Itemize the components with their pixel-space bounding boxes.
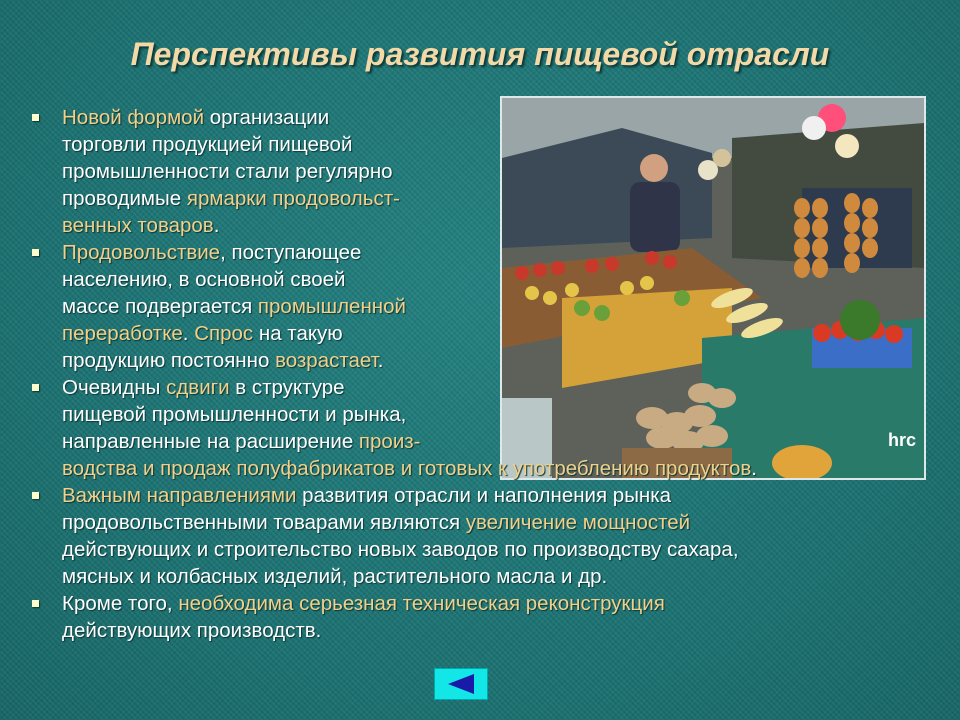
body-text: организации	[204, 106, 330, 129]
body-text: направленные на расширение	[62, 430, 359, 453]
body-text: проводимые	[62, 187, 187, 210]
body-text: действующих производств.	[62, 619, 322, 642]
highlight-text: возрастает	[275, 349, 378, 372]
body-text: развития отрасли и наполнения рынка	[296, 484, 672, 507]
highlight-text: Продовольствие	[62, 241, 221, 264]
bullet-line	[62, 293, 502, 320]
body-text: населению, в основной своей	[62, 268, 346, 291]
bullet-line	[62, 401, 502, 428]
bullet-line	[62, 212, 502, 239]
highlight-text: ярмарки продовольст-	[186, 187, 400, 210]
bullet-line	[62, 455, 942, 482]
body-text: торговли продукцией пищевой	[62, 133, 353, 156]
bullet-item	[30, 239, 502, 374]
body-text: , поступающее	[220, 241, 362, 264]
bullet-line	[62, 374, 502, 401]
body-text: .	[213, 214, 220, 237]
bullet-line	[62, 266, 502, 293]
highlight-text: Спрос	[194, 322, 254, 345]
bullet-line	[62, 158, 502, 185]
highlight-text: произ-	[358, 430, 421, 453]
bullet-item	[30, 104, 502, 239]
bullet-item	[30, 374, 757, 482]
bullet-line	[62, 563, 930, 590]
bullet-item	[30, 590, 930, 644]
back-arrow-icon	[448, 674, 474, 694]
body-text: .	[751, 457, 757, 480]
body-text: действующих и строительство новых заводов по производству сахара,	[62, 538, 739, 561]
bullet-square-icon	[32, 249, 39, 256]
highlight-text: Новой формой	[62, 106, 205, 129]
highlight-text: водства и продаж полуфабрикатов и готовых к употреблению продуктов	[62, 457, 752, 480]
bullet-line	[62, 320, 502, 347]
bullet-square-icon	[32, 114, 39, 121]
slide-body	[30, 104, 930, 644]
bullet-square-icon	[32, 600, 39, 607]
bullet-square-icon	[32, 384, 39, 391]
highlight-text: венных товаров	[62, 214, 214, 237]
highlight-text: переработке	[62, 322, 183, 345]
body-text: мясных и колбасных изделий, растительного масла и др.	[62, 565, 608, 588]
slide-title: Перспективы развития пищевой отрасли	[130, 36, 830, 72]
bullet-line	[62, 185, 502, 212]
body-text: .	[377, 349, 384, 372]
bullet-line	[62, 617, 930, 644]
body-text: в структуре	[229, 376, 345, 399]
highlight-text: необходима серьезная техническая реконструкция	[178, 592, 665, 615]
bullet-line	[62, 482, 930, 509]
bullet-item	[30, 482, 930, 590]
body-text: пищевой промышленности и рынка,	[62, 403, 407, 426]
highlight-text: сдвиги	[166, 376, 230, 399]
body-text: на такую	[253, 322, 343, 345]
body-text: продовольственными товарами являются	[62, 511, 466, 534]
highlight-text: увеличение мощностей	[465, 511, 691, 534]
bullet-line	[62, 239, 502, 266]
body-text: продукцию постоянно	[62, 349, 276, 372]
bullet-line	[62, 590, 930, 617]
bullet-line	[62, 104, 502, 131]
body-text: промышленности стали регулярно	[62, 160, 393, 183]
bullet-square-icon	[32, 492, 39, 499]
body-text: Очевидны	[62, 376, 167, 399]
highlight-text: Важным направлениями	[62, 484, 297, 507]
photo-watermark: hrc	[888, 430, 917, 450]
highlight-text: промышленной	[257, 295, 406, 318]
bullet-line	[62, 428, 502, 455]
back-button[interactable]	[434, 668, 488, 700]
bullet-line	[62, 509, 930, 536]
body-text: Кроме того,	[62, 592, 179, 615]
bullet-line	[62, 131, 502, 158]
bullet-line	[62, 347, 502, 374]
body-text: массе подвергается	[62, 295, 258, 318]
body-text: .	[182, 322, 195, 345]
bullet-line	[62, 536, 930, 563]
